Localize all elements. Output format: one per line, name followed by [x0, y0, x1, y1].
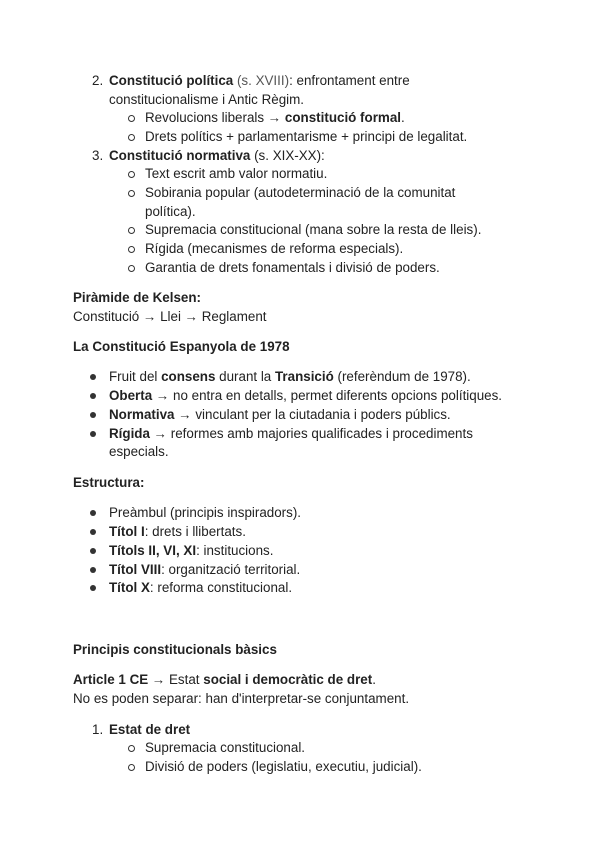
- item3-sub: Garantia de drets fonamentals i divisió de poders.: [145, 260, 440, 275]
- item2-paren: (s. XVIII): [233, 73, 290, 88]
- kelsen-line: Constitució → Llei → Reglament: [73, 309, 267, 324]
- ce-b1-post: (referèndum de 1978).: [333, 369, 471, 384]
- list-number: 1.: [92, 722, 104, 737]
- disc-bullet-icon: [90, 374, 96, 380]
- kelsen-heading: Piràmide de Kelsen:: [73, 290, 202, 305]
- item2-line: [109, 72, 410, 90]
- article-ref: Article 1 CE: [73, 672, 149, 687]
- estructura-item: [109, 504, 301, 522]
- item2-rest: : enfrontament entre: [289, 73, 410, 88]
- estructura-item: [109, 579, 292, 597]
- item2-title: Constitució política: [109, 73, 234, 88]
- article-note: No es poden separar: han d'interpretar-se conjuntament.: [73, 691, 410, 706]
- circle-bullet-icon: [128, 227, 135, 234]
- list-number: 3.: [92, 148, 104, 163]
- circle-bullet-icon: [128, 190, 135, 197]
- estructura-item-bold: Títol X: [109, 580, 150, 595]
- estructura-item: [109, 561, 300, 579]
- ce-bullet: [109, 425, 473, 443]
- item3-sub-cont: política).: [145, 204, 196, 219]
- circle-bullet-icon: [128, 265, 135, 272]
- estructura-item: [109, 542, 273, 560]
- item2-cont: constitucionalisme i Antic Règim.: [109, 92, 304, 107]
- ce-b2-bold: Oberta: [109, 388, 153, 403]
- ce-b1-bold2: Transició: [274, 369, 334, 384]
- article-line: [73, 671, 376, 689]
- disc-bullet-icon: [90, 393, 96, 399]
- estructura-item-text: : drets i llibertats.: [144, 524, 246, 539]
- item2-sub1-pre: Revolucions liberals →: [145, 110, 285, 125]
- disc-bullet-icon: [90, 510, 96, 516]
- principis-sub: Supremacia constitucional.: [145, 740, 306, 755]
- disc-bullet-icon: [90, 585, 96, 591]
- item2-sub2: Drets polítics + parlamentarisme + principi de legalitat.: [145, 129, 468, 144]
- article-mid: → Estat: [148, 672, 204, 687]
- estructura-item-bold: Títols II, VI, XI: [109, 543, 197, 558]
- estructura-item-text: : institucions.: [196, 543, 274, 558]
- item3-sub: Sobirania popular (autodeterminació de la comunitat: [145, 185, 456, 200]
- item2-sub1-post: .: [401, 110, 405, 125]
- disc-bullet-icon: [90, 529, 96, 535]
- item3-sub: Rígida (mecanismes de reforma especials).: [145, 241, 404, 256]
- item3-sub: Text escrit amb valor normatiu.: [145, 166, 328, 181]
- item2-sub1: [145, 109, 405, 127]
- disc-bullet-icon: [90, 412, 96, 418]
- ce-b4-bold: Rígida: [109, 426, 150, 441]
- estructura-item-text: : organització territorial.: [161, 562, 301, 577]
- ce-b1-bold1: consens: [161, 369, 216, 384]
- ce-bullet: [109, 368, 471, 386]
- ce-bullet: [109, 387, 502, 405]
- circle-bullet-icon: [128, 745, 135, 752]
- disc-bullet-icon: [90, 431, 96, 437]
- estructura-item: [109, 523, 246, 541]
- principis-item1-title: Estat de dret: [109, 722, 191, 737]
- circle-bullet-icon: [128, 171, 135, 178]
- ce-b1-pre: Fruit del: [109, 369, 162, 384]
- article-post: .: [372, 672, 376, 687]
- ce-b1-mid: durant la: [215, 369, 275, 384]
- ce-b3-bold: Normativa: [109, 407, 175, 422]
- estructura-heading: Estructura:: [73, 475, 145, 490]
- ce-b4-post: → reformes amb majories qualificades i procediments: [149, 426, 473, 441]
- principis-heading: Principis constitucionals bàsics: [73, 642, 277, 657]
- estructura-item-bold: Títol I: [109, 524, 145, 539]
- estructura-item-text: Preàmbul (principis inspiradors).: [109, 505, 302, 520]
- estructura-item-bold: Títol VIII: [109, 562, 162, 577]
- disc-bullet-icon: [90, 567, 96, 573]
- list-number: 2.: [92, 73, 104, 88]
- circle-bullet-icon: [128, 764, 135, 771]
- section-heading: La Constitució Espanyola de 1978: [73, 339, 290, 354]
- circle-bullet-icon: [128, 134, 135, 141]
- circle-bullet-icon: [128, 115, 135, 122]
- ce-bullet-cont: especials.: [109, 444, 169, 459]
- article-bold: social i democràtic de dret: [203, 672, 373, 687]
- ce-bullet: [109, 406, 451, 424]
- item3-title: Constitució normativa: [109, 148, 251, 163]
- item3-line: [109, 147, 325, 165]
- circle-bullet-icon: [128, 246, 135, 253]
- principis-sub: Divisió de poders (legislatiu, executiu, judicial).: [145, 759, 422, 774]
- ce-b3-post: → vinculant per la ciutadania i poders públics.: [174, 407, 451, 422]
- estructura-item-text: : reforma constitucional.: [149, 580, 293, 595]
- item3-rest: (s. XIX-XX):: [250, 148, 325, 163]
- item2-sub1-bold: constitució formal: [284, 110, 401, 125]
- ce-b2-post: → no entra en detalls, permet diferents opcions polítiques.: [152, 388, 503, 403]
- disc-bullet-icon: [90, 548, 96, 554]
- item3-sub: Supremacia constitucional (mana sobre la resta de lleis).: [145, 222, 482, 237]
